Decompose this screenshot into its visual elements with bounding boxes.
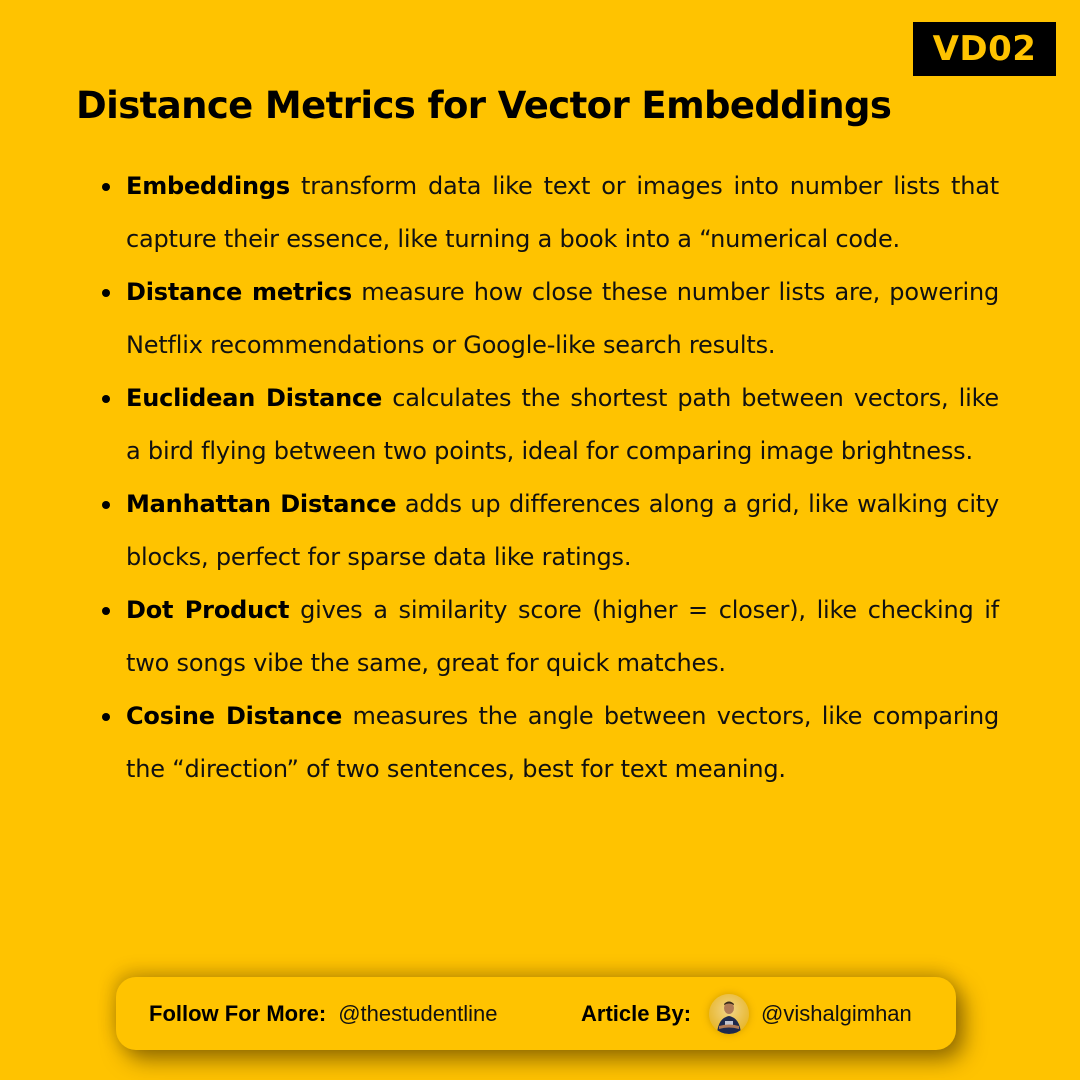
- bullet-item-manhattan-distance: [126, 478, 999, 584]
- bullet-term: Embeddings: [126, 172, 290, 200]
- series-code-label: VD02: [932, 29, 1037, 69]
- author-handle-link[interactable]: @vishalgimhan: [761, 1000, 912, 1026]
- bullet-text: measure how close these number lists are, powering Netflix recommendations or Google-like search results.: [126, 278, 1000, 359]
- metrics-bullet-list: [126, 160, 999, 796]
- bullet-text: gives a similarity score (higher = closer), like checking if two songs vibe the same, great for quick matches.: [126, 596, 999, 677]
- bullet-dot-icon: [102, 183, 110, 191]
- article-by-label: Article By:: [581, 1000, 692, 1026]
- bullet-term: Euclidean Distance: [126, 384, 383, 412]
- bullet-text: transform data like text or images into number lists that capture their essence, like turning a book into a “numerical code.: [126, 172, 999, 253]
- bullet-text: measures the angle between vectors, like comparing the “direction” of two sentences, best for text meaning.: [126, 702, 999, 783]
- bullet-term: Dot Product: [126, 596, 290, 624]
- bullet-item-embeddings: [126, 160, 999, 266]
- bullet-term: Cosine Distance: [126, 702, 343, 730]
- footer-credits-bar: [116, 977, 956, 1050]
- bullet-item-distance-metrics: [126, 266, 999, 372]
- article-by: [581, 977, 912, 1050]
- bullet-dot-icon: [102, 395, 110, 403]
- series-code-badge: [913, 22, 1056, 76]
- bullet-term: Manhattan Distance: [126, 490, 397, 518]
- follow-handle-link[interactable]: @thestudentline: [338, 1000, 498, 1026]
- bullet-dot-icon: [102, 607, 110, 615]
- bullet-dot-icon: [102, 289, 110, 297]
- bullet-dot-icon: [102, 501, 110, 509]
- bullet-term: Distance metrics: [126, 278, 352, 306]
- bullet-text: adds up differences along a grid, like walking city blocks, perfect for sparse data like ratings.: [126, 490, 1000, 571]
- author-avatar-icon: [709, 994, 749, 1034]
- follow-label: Follow For More:: [149, 1000, 327, 1026]
- bullet-text: calculates the shortest path between vectors, like a bird flying between two points, ideal for comparing image brightness.: [126, 384, 999, 465]
- bullet-dot-icon: [102, 713, 110, 721]
- bullet-item-dot-product: [126, 584, 999, 690]
- page-title: Distance Metrics for Vector Embeddings: [76, 84, 892, 127]
- author-avatar: [709, 994, 749, 1034]
- bullet-item-cosine-distance: [126, 690, 999, 796]
- follow-for-more: [149, 977, 498, 1050]
- bullet-item-euclidean-distance: [126, 372, 999, 478]
